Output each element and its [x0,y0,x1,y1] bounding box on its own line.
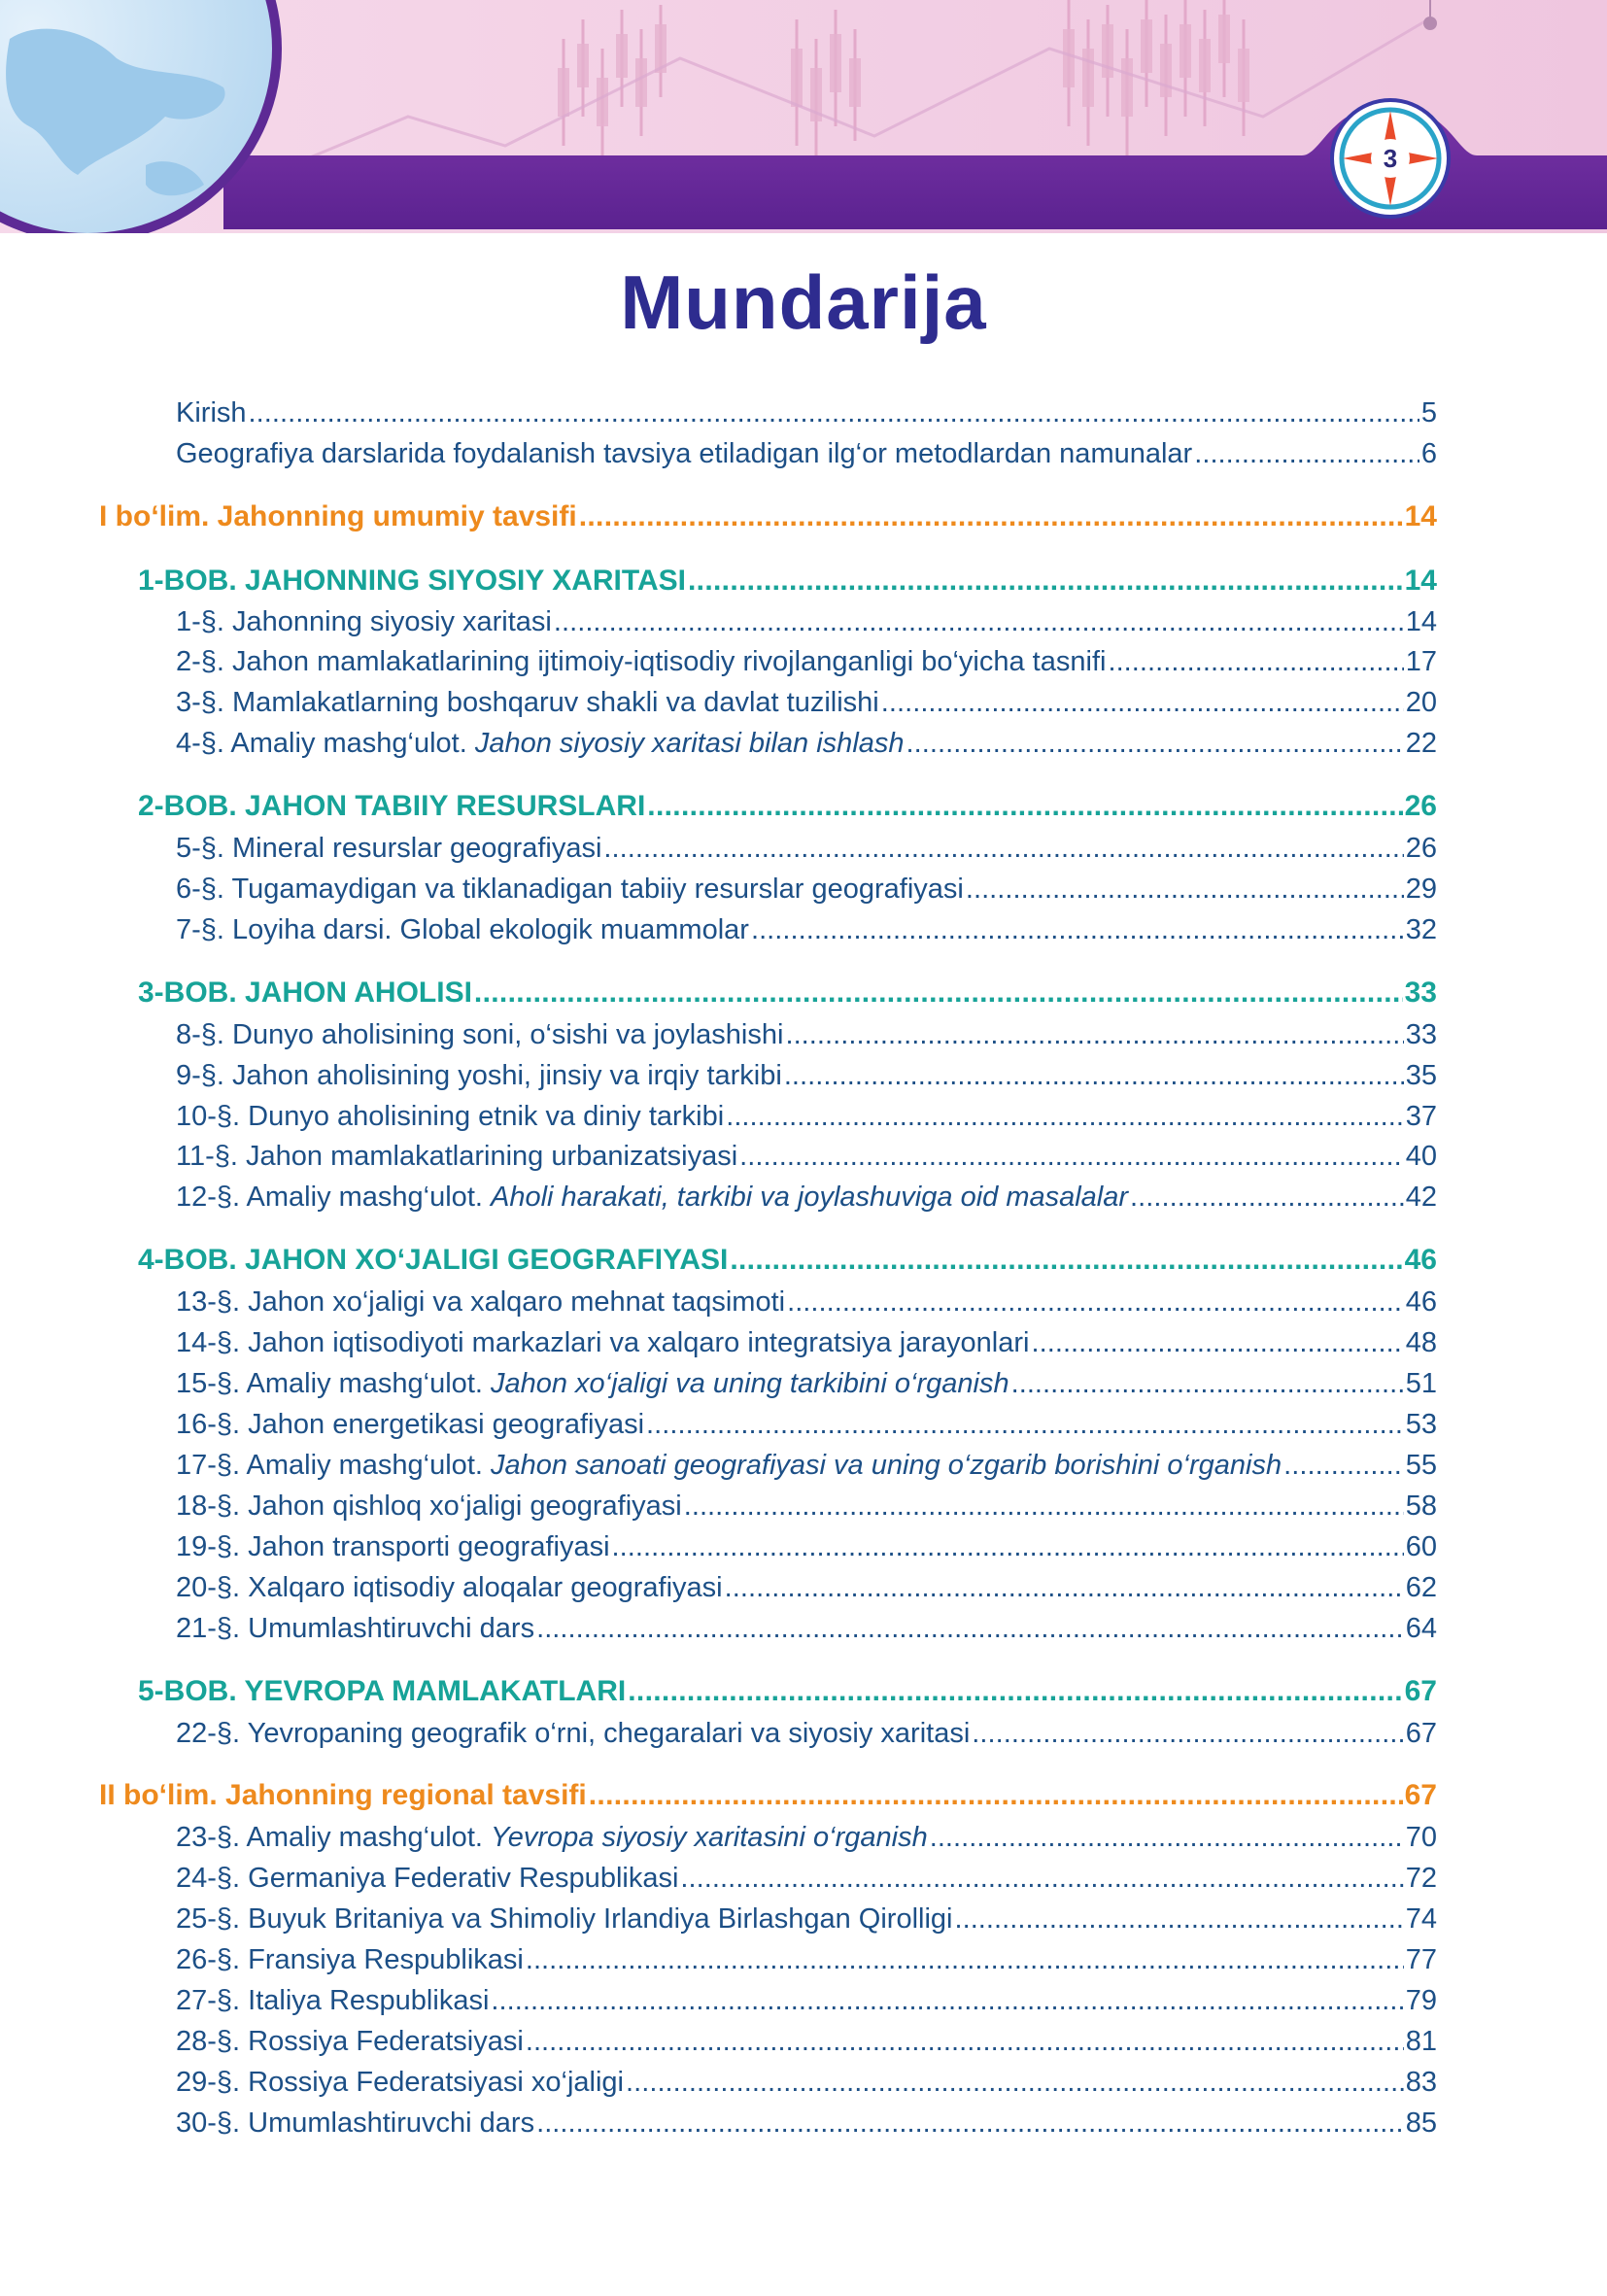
dot-leader [954,1902,1403,1936]
toc-label-text: 7-§. Loyiha darsi. Global ekologik muammolar [176,914,749,945]
dot-leader [739,1139,1404,1174]
toc-label-text: 4-BOB. JAHON XO‘JALIGI GEOGRAFIYASI [138,1244,729,1276]
toc-label [138,1674,626,1709]
toc-page-number: 77 [1405,1944,1437,1975]
toc-item[interactable] [176,395,1437,430]
dot-leader [491,1983,1403,2018]
toc-item[interactable] [176,1716,1437,1751]
toc-item[interactable] [176,1902,1437,1936]
toc-item[interactable] [176,1180,1437,1215]
toc-label-text: 30-§. Umumlashtiruvchi dars [176,2108,535,2139]
toc-label-text: 23-§. Amaliy mashg‘ulot. [176,1822,491,1853]
toc-label [176,1366,1009,1401]
toc-label [176,1942,524,1977]
toc-page-number: 17 [1405,646,1437,677]
dot-leader [474,976,1403,1011]
dot-leader [1130,1180,1404,1215]
dot-leader [646,1407,1404,1442]
dot-leader [554,604,1404,639]
toc-page-number: 72 [1405,1863,1437,1894]
toc-page-number: 37 [1405,1101,1437,1132]
toc-item[interactable] [176,1017,1437,1052]
dot-leader [726,1099,1404,1134]
toc-label-text: 4-§. Amaliy mashg‘ulot. [176,728,475,759]
toc-label-text: 24-§. Germaniya Federativ Respublikasi [176,1863,679,1894]
toc-chapter[interactable] [138,1674,1437,1709]
toc-item[interactable] [176,1611,1437,1646]
toc-item[interactable] [176,436,1437,471]
toc-page-number: 32 [1405,914,1437,945]
toc-label [176,1139,737,1174]
dot-leader [784,1058,1404,1093]
toc-label [176,1861,678,1896]
toc-label [176,1448,1282,1483]
toc-label [176,2106,534,2141]
dot-leader [626,2065,1404,2100]
toc-page-number: 20 [1405,687,1437,718]
toc-label-text: 21-§. Umumlashtiruvchi dars [176,1613,535,1644]
toc-label [176,436,1192,471]
toc-label-text: 26-§. Fransiya Respublikasi [176,1944,524,1975]
dot-leader [612,1529,1404,1564]
dot-leader [536,1611,1404,1646]
page-title: Mundarija [620,259,987,345]
toc-label [176,1611,534,1646]
toc-item[interactable] [176,912,1437,947]
toc-item[interactable] [176,1099,1437,1134]
toc-item[interactable] [176,2024,1437,2059]
toc-label-text: 25-§. Buyuk Britaniya va Shimoliy Irlandiya Birlashgan Qirolligi [176,1903,953,1935]
dot-leader [1283,1448,1404,1483]
dot-leader [787,1285,1404,1319]
toc-label-text: 15-§. Amaliy mashg‘ulot. [176,1368,491,1399]
dot-leader [526,1942,1404,1977]
toc-label-text: 2-§. Jahon mamlakatlarining ijtimoiy-iqtisodiy rivojlanganligi bo‘yicha tasnifi [176,646,1107,677]
dot-leader [1031,1325,1403,1360]
toc-label [176,395,247,430]
toc-page-number: 14 [1405,606,1437,637]
dot-leader [536,2106,1404,2141]
toc-page-number: 26 [1404,790,1437,822]
toc-item[interactable] [176,2106,1437,2141]
dot-leader [751,912,1404,947]
toc-page-number: 22 [1405,728,1437,759]
dot-leader [526,2024,1404,2059]
header-banner [0,0,1607,233]
toc-item[interactable] [176,2065,1437,2100]
toc-label-text: 2-BOB. JAHON TABIIY RESURSLARI [138,790,646,822]
toc-label-text: I bo‘lim. Jahonning umumiy tavsifi [99,500,577,532]
toc-page-number: 5 [1420,397,1437,428]
toc-label-italic: Aholi harakati, tarkibi va joylashuviga oid masalalar [490,1182,1129,1213]
toc-label [176,831,601,866]
toc-page-number: 35 [1405,1060,1437,1091]
toc-label-text: 17-§. Amaliy mashg‘ulot. [176,1450,491,1481]
toc-label [176,1058,782,1093]
toc-label-text: 5-BOB. YEVROPA MAMLAKATLARI [138,1675,627,1707]
dot-leader [730,1243,1402,1278]
dot-leader [647,789,1402,824]
toc-page-number: 58 [1405,1491,1437,1522]
toc-label-text: 8-§. Dunyo aholisining soni, o‘sishi va joylashishi [176,1019,784,1050]
dot-leader [603,831,1403,866]
toc-page-number: 51 [1405,1368,1437,1399]
dot-leader [930,1820,1404,1855]
toc-label-text: 19-§. Jahon transporti geografiyasi [176,1531,610,1562]
toc-label [138,976,472,1011]
toc-label-text: Geografiya darslarida foydalanish tavsiya etiladigan ilg‘or metodlardan namunalar [176,438,1193,469]
toc-label [176,1529,610,1564]
toc-label-text: 1-BOB. JAHONNING SIYOSIY XARITASI [138,565,686,597]
toc-label [176,1285,785,1319]
toc-label-text: 18-§. Jahon qishloq xo‘jaligi geografiyasi [176,1491,682,1522]
toc-label-text: 9-§. Jahon aholisining yoshi, jinsiy va irqiy tarkibi [176,1060,782,1091]
toc-label-text: 14-§. Jahon iqtisodiyoti markazlari va xalqaro integratsiya jarayonlari [176,1327,1030,1358]
toc-label-italic: Jahon sanoati geografiyasi va uning o‘zgarib borishini o‘rganish [490,1450,1282,1481]
dot-leader [1108,644,1403,679]
toc-page-number: 70 [1405,1822,1437,1853]
toc-item[interactable] [176,1407,1437,1442]
toc-label [176,1902,952,1936]
toc-page-number: 55 [1405,1450,1437,1481]
toc-item[interactable] [176,1366,1437,1401]
toc-page-number: 64 [1405,1613,1437,1644]
toc-page-number: 79 [1405,1985,1437,2016]
toc-label-text: 6-§. Tugamaydigan va tiklanadigan tabiiy resurslar geografiyasi [176,874,964,905]
dot-leader [688,564,1403,599]
toc-label-text: 1-§. Jahonning siyosiy xaritasi [176,606,552,637]
toc-label-text: 3-§. Mamlakatlarning boshqaruv shakli va davlat tuzilishi [176,687,879,718]
toc-label [176,644,1106,679]
page-number: 3 [1383,143,1398,173]
dot-leader [680,1861,1403,1896]
toc-page-number: 60 [1405,1531,1437,1562]
toc-page-number: 14 [1404,565,1437,597]
toc-page-number: 48 [1405,1327,1437,1358]
toc-label-text: II bo‘lim. Jahonning regional tavsifi [99,1779,587,1811]
toc-label-text: 11-§. Jahon mamlakatlarining urbanizatsiyasi [176,1141,738,1172]
page-number-badge [1329,97,1452,220]
toc-page-number: 42 [1405,1182,1437,1213]
toc-label [138,1243,728,1278]
toc-label-text: 16-§. Jahon energetikasi geografiyasi [176,1409,645,1440]
toc-label [176,604,552,639]
toc-item[interactable] [176,1983,1437,2018]
toc-page-number: 46 [1405,1286,1437,1318]
toc-page-number: 6 [1420,438,1437,469]
toc-item[interactable] [176,1139,1437,1174]
toc-label [176,2024,524,2059]
toc-item[interactable] [176,1058,1437,1093]
dot-leader [972,1716,1403,1751]
toc-label [176,2065,624,2100]
toc-part[interactable] [99,499,1437,534]
toc-label [176,1489,682,1524]
toc-label-italic: Jahon xo‘jaligi va uning tarkibini o‘rganish [490,1368,1009,1399]
dot-leader [1011,1366,1404,1401]
toc-page-number: 33 [1405,1019,1437,1050]
toc-page-number: 83 [1405,2067,1437,2098]
toc-item[interactable] [176,604,1437,639]
toc-page-number: 26 [1405,833,1437,864]
toc-item[interactable] [176,1861,1437,1896]
toc-label [176,726,905,761]
toc-label [176,1407,644,1442]
toc-page-number: 46 [1404,1244,1437,1276]
toc-label-text: 13-§. Jahon xo‘jaligi va xalqaro mehnat taqsimoti [176,1286,786,1318]
dot-leader [628,1674,1402,1709]
toc-item[interactable] [176,1448,1437,1483]
toc-page-number: 67 [1404,1779,1437,1811]
toc-page-number: 33 [1404,977,1437,1009]
toc-label-text: Kirish [176,397,247,428]
toc-label [176,1180,1128,1215]
toc-chapter[interactable] [138,789,1437,824]
toc-part[interactable] [99,1778,1437,1813]
toc-label [176,872,964,907]
toc-label-italic: Yevropa siyosiy xaritasini o‘rganish [490,1822,928,1853]
toc-label-text: 28-§. Rossiya Federatsiyasi [176,2026,524,2057]
toc-item[interactable] [176,1942,1437,1977]
toc-page-number: 81 [1405,2026,1437,2057]
toc-label-text: 3-BOB. JAHON AHOLISI [138,977,472,1009]
toc-label [176,1570,723,1605]
toc-label-text: 10-§. Dunyo aholisining etnik va diniy tarkibi [176,1101,725,1132]
toc-label [176,1820,928,1855]
toc-item[interactable] [176,1529,1437,1564]
dot-leader [881,685,1404,720]
toc-item[interactable] [176,1820,1437,1855]
toc-label [138,789,645,824]
toc-item[interactable] [176,644,1437,679]
toc-item[interactable] [176,831,1437,866]
dot-leader [1194,436,1419,471]
toc-label [138,564,686,599]
dot-leader [589,1778,1403,1813]
toc-page-number: 40 [1405,1141,1437,1172]
toc-label-text: 12-§. Amaliy mashg‘ulot. [176,1182,491,1213]
toc-page-number: 29 [1405,874,1437,905]
toc-page-number: 53 [1405,1409,1437,1440]
toc-page-number: 62 [1405,1572,1437,1603]
toc-label [99,499,577,534]
toc-label-italic: Jahon siyosiy xaritasi bilan ishlash [474,728,905,759]
toc-label-text: 29-§. Rossiya Federatsiyasi xo‘jaligi [176,2067,624,2098]
toc-page-number: 85 [1405,2108,1437,2139]
toc-label [176,1017,783,1052]
dot-leader [906,726,1404,761]
toc-chapter[interactable] [138,976,1437,1011]
toc-label-text: 22-§. Yevropaning geografik o‘rni, chegaralari va siyosiy xaritasi [176,1718,971,1749]
toc-item[interactable] [176,1570,1437,1605]
dot-leader [579,499,1403,534]
toc-chapter[interactable] [138,564,1437,599]
toc-item[interactable] [176,726,1437,761]
dot-leader [249,395,1419,430]
dot-leader [725,1570,1404,1605]
toc-label [99,1778,587,1813]
toc-item[interactable] [176,1285,1437,1319]
toc-label [176,912,749,947]
dot-leader [684,1489,1404,1524]
dot-leader [785,1017,1403,1052]
toc-page-number: 14 [1404,500,1437,532]
toc-page-number: 67 [1404,1675,1437,1707]
toc-chapter[interactable] [138,1243,1437,1278]
toc-item[interactable] [176,872,1437,907]
toc-page-number: 67 [1405,1718,1437,1749]
toc-label [176,685,879,720]
toc-label [176,1983,489,2018]
toc-label-text: 20-§. Xalqaro iqtisodiy aloqalar geografiyasi [176,1572,723,1603]
toc-label [176,1099,724,1134]
toc-label-text: 27-§. Italiya Respublikasi [176,1985,490,2016]
toc-page-number: 74 [1405,1903,1437,1935]
toc-item[interactable] [176,1489,1437,1524]
toc-label [176,1716,970,1751]
toc-item[interactable] [176,685,1437,720]
toc-label-text: 5-§. Mineral resurslar geografiyasi [176,833,602,864]
toc-item[interactable] [176,1325,1437,1360]
dot-leader [966,872,1404,907]
toc-label [176,1325,1029,1360]
